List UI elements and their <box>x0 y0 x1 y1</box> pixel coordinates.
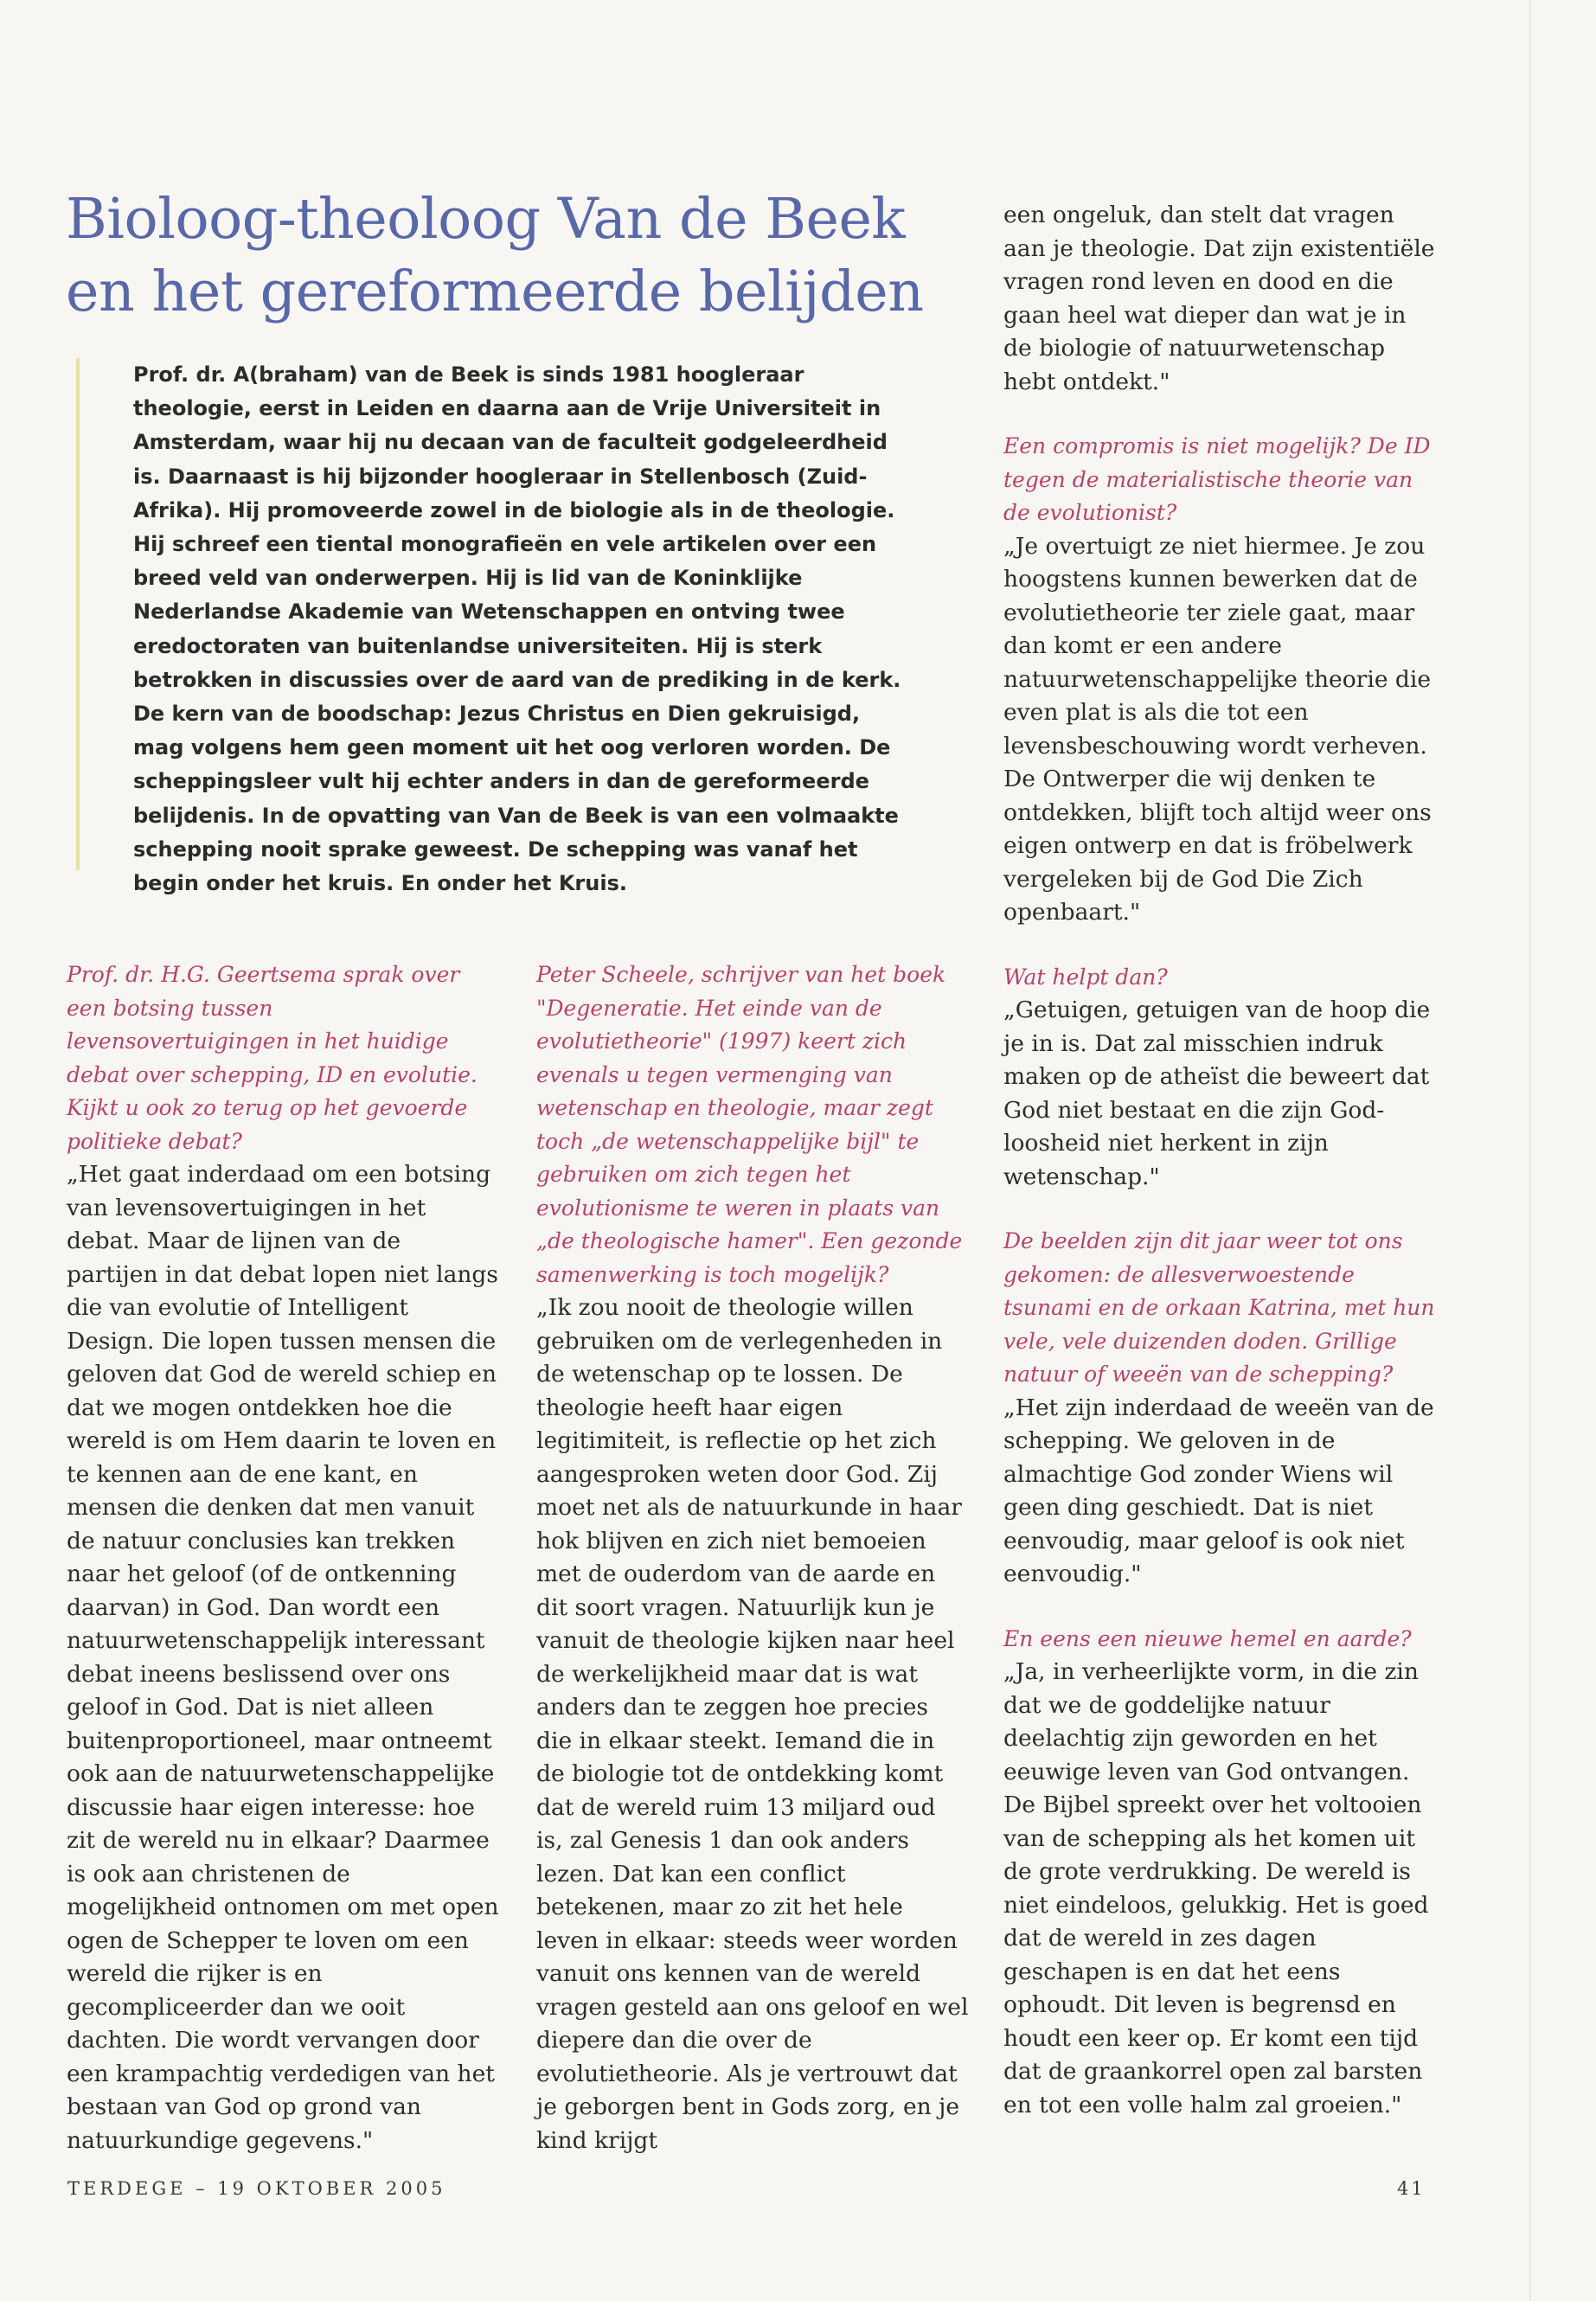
answer: „Getuigen, getuigen van de hoop die je in is. Dat zal misschien indruk maken op de atheïst die beweert dat God niet bestaat en die zijn God-loosheid niet herkent in zijn wetenschap." <box>1003 997 1431 1190</box>
spacer <box>1003 930 1436 961</box>
spacer <box>1003 399 1436 430</box>
question: De beelden zijn dit jaar weer tot ons gekomen: de allesverwoestende tsunami en de orkaan Katrina, met hun vele, vele duizenden doden. Grillige natuur of weeën van de schepping? <box>1003 1228 1435 1387</box>
intro-box <box>76 358 907 896</box>
article-title-line-1: Bioloog-theoloog Van de Beek <box>66 187 906 252</box>
page-edge-shadow <box>1529 0 1531 2301</box>
answer: „Ja, in verheerlijkte vorm, in die zin dat we de goddelijke natuur deelachtig zijn geworden en het eeuwige leven van God ontvangen. De Bijbel spreekt over het voltooien van de schepping als het komen uit de grote verdrukking. De wereld is niet eindeloos, gelukkig. Het is goed dat de wereld in zes dagen geschapen is en dat het eens ophoudt. Dit leven is begrensd en houdt een keer op. Er komt een tijd dat de graankorrel open zal barsten en tot een volle halm zal groeien." <box>1003 1658 1429 2118</box>
question: Prof. dr. H.G. Geertsema sprak over een botsing tussen levensovertuigingen in het huidige debat over schepping, ID en evolutie. Kijkt u ook zo terug op het gevoerde politieke debat? <box>67 962 478 1154</box>
page-number: 41 <box>1397 2178 1426 2199</box>
question: Peter Scheele, schrijver van het boek "Degeneratie. Het einde van de evolutietheorie" (1997) keert zich evenals u tegen vermenging van wetenschap en theologie, maar zegt toch „de wetenschappelijke bijl" te gebruiken om zich tegen het evolutionisme te weren in plaats van „de theologische hamer". Een gezonde samenwerking is toch mogelijk? <box>536 962 963 1287</box>
article-title-line-2: en het gereformeerde belijden <box>66 260 924 324</box>
column-3 <box>1003 199 1436 2122</box>
question: Een compromis is niet mogelijk? De ID tegen de materialistische theorie van de evolutionist? <box>1003 433 1431 525</box>
intro-text: Prof. dr. A(braham) van de Beek is sinds 1981 hoogleraar theologie, eerst in Leiden en daarna aan de Vrije Universiteit in Amsterdam, waar hij nu decaan van de faculteit godgeleerdheid is. Daarnaast is hij bijzonder hoogleraar in Stellenbosch (Zuid-Afrika). Hij promoveerde zowel in de biologie als in de theologie. Hij schreef een tiental monografieën en vele artikelen over een breed veld van onderwerpen. Hij is lid van de Koninklijke Nederlandse Akademie van Wetenschappen en ontving twee eredoctoraten van buitenlandse universiteiten. Hij is sterk betrokken in discussies over de aard van de prediking in de kerk. De kern van de boodschap: Jezus Christus en Dien gekruisigd, mag volgens hem geen moment uit het oog verloren worden. De scheppingsleer vult hij echter anders in dan de gereformeerde belijdenis. In de opvatting van Van de Beek is van een volmaakte schepping nooit sprake geweest. De schepping was vanaf het begin onder het kruis. En onder het Kruis. <box>133 362 901 896</box>
answer: „Het zijn inderdaad de weeën van de schepping. We geloven in de almachtige God zonder Wiens wil geen ding geschiedt. Dat is niet eenvoudig, maar geloof is ook niet eenvoudig." <box>1003 1394 1434 1587</box>
answer: „Het gaat inderdaad om een botsing van levensovertuigingen in het debat. Maar de lijnen van de partijen in dat debat lopen niet langs die van evolutie of Intelligent Design. Die lopen tussen mensen die geloven dat God de wereld schiep en dat we mogen ontdekken hoe die wereld is om Hem daarin te loven en te kennen aan de ene kant, en mensen die denken dat men vanuit de natuur conclusies kan trekken naar het geloof (of de ontkenning daarvan) in God. Dan wordt een natuurwetenschappelijk interessant debat ineens beslissend over ons geloof in God. Dat is niet alleen buitenproportioneel, maar ontneemt ook aan de natuurwetenschappelijke discussie haar eigen interesse: hoe zit de wereld nu in elkaar? Daarmee is ook aan christenen de mogelijkheid ontnomen om met open ogen de Schepper te loven om een wereld die rijker is en gecompliceerder dan we ooit dachten. Die wordt vervangen door een krampachtig verdedigen van het bestaan van God op grond van natuurkundige gegevens." <box>67 1161 499 2154</box>
spacer <box>1003 1194 1436 1225</box>
question: En eens een nieuwe hemel en aarde? <box>1003 1625 1412 1651</box>
column-2 <box>536 958 969 2157</box>
question: Wat helpt dan? <box>1003 964 1168 990</box>
answer: „Je overtuigt ze niet hiermee. Je zou hoogstens kunnen bewerken dat de evolutietheorie ter ziele gaat, maar dan komt er een andere natuurwetenschappelijke theorie die even plat is als die tot een levensbeschouwing wordt verheven. De Ontwerper die wij denken te ontdekken, blijft toch altijd weer ons eigen ontwerp en dat is fröbelwerk vergeleken bij de God Die Zich openbaart." <box>1003 532 1432 926</box>
publication-footer: TERDEGE – 19 OKTOBER 2005 <box>67 2178 446 2199</box>
answer: „Ik zou nooit de theologie willen gebruiken om de verlegenheden in de wetenschap op te lossen. De theologie heeft haar eigen legitimiteit, is reflectie op het zich aangesproken weten door God. Zij moet net als de natuurkunde in haar hok blijven en zich niet bemoeien met de ouderdom van de aarde en dit soort vragen. Natuurlijk kun je vanuit de theologie kijken naar heel de werkelijkheid maar dat is wat anders dan te zeggen hoe precies die in elkaar steekt. Iemand die in de biologie tot de ontdekking komt dat de wereld ruim 13 miljard oud is, zal Genesis 1 dan ook anders lezen. Dat kan een conflict betekenen, maar zo zit het hele leven in elkaar: steeds weer worden vanuit ons kennen van de wereld vragen gesteld aan ons geloof en wel diepere dan die over de evolutietheorie. Als je vertrouwt dat je geborgen bent in Gods zorg, en je kind krijgt <box>536 1294 969 2154</box>
spacer <box>1003 1592 1436 1623</box>
answer-continued: een ongeluk, dan stelt dat vragen aan je theologie. Dat zijn existentiële vragen rond leven en dood en die gaan heel wat dieper dan wat je in de biologie of natuurwetenschap hebt ontdekt." <box>1003 202 1435 395</box>
article-title <box>66 183 974 329</box>
column-1 <box>67 958 499 2157</box>
